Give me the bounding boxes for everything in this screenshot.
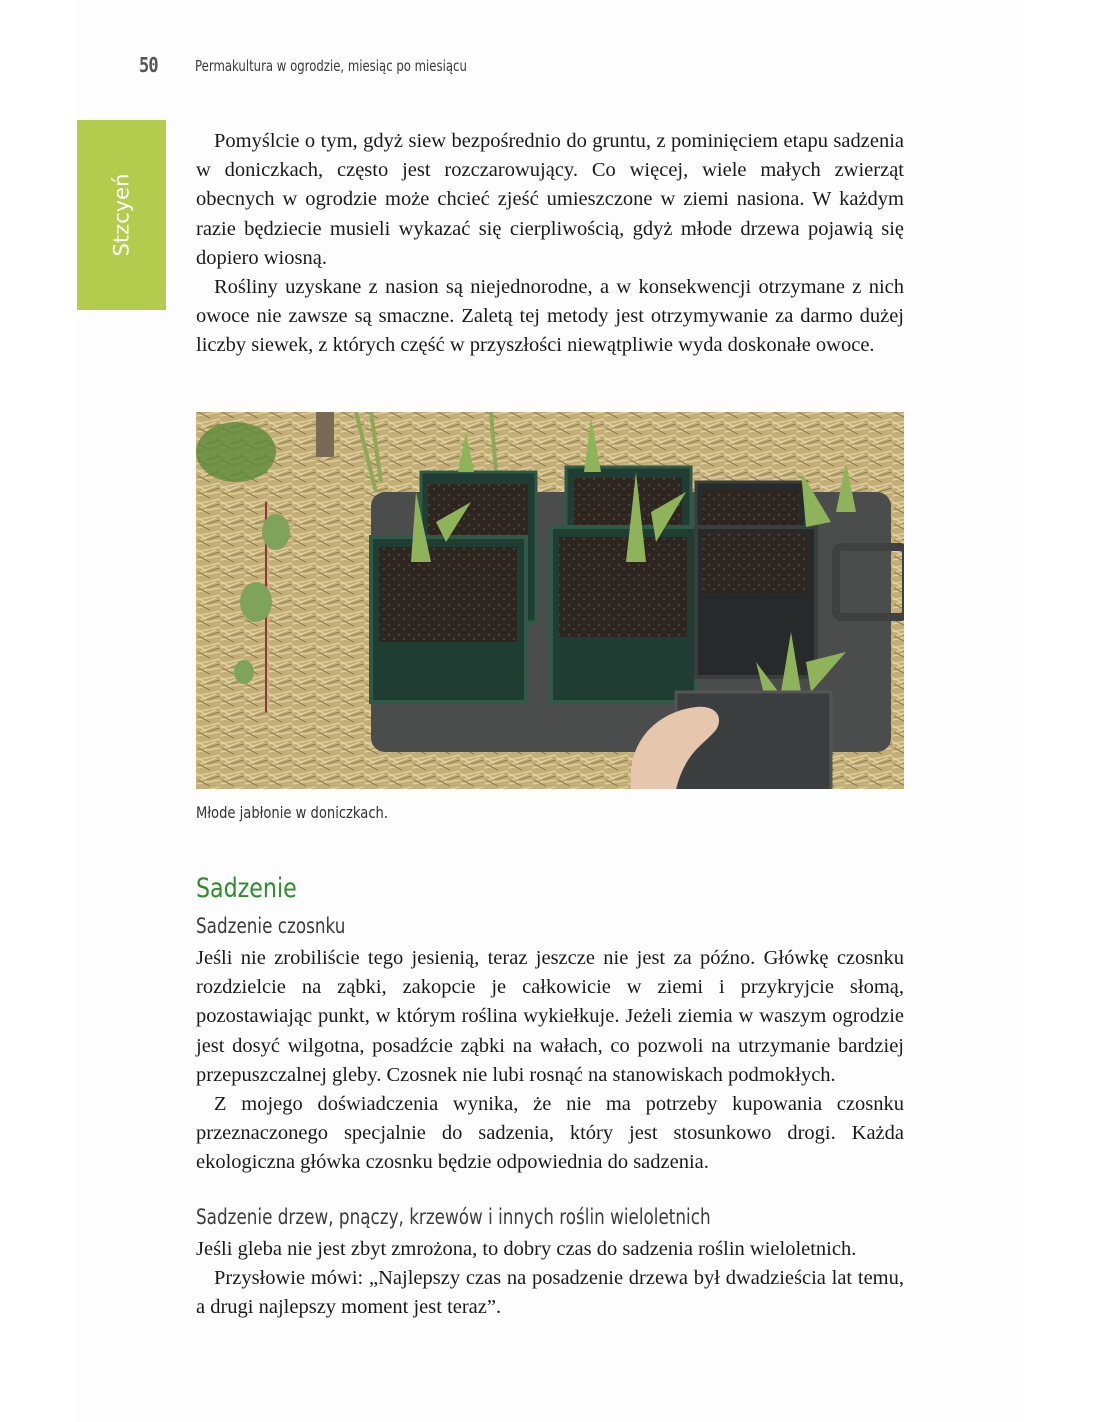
page-number: 50 [139,53,158,77]
book-page [77,0,1022,1422]
paragraph: Rośliny uzyskane z nasion są niejednorodne, a w konsekwencji otrzymane z nich owoce nie zawsze są smaczne. Zaletą tej metody jest otrzymywanie za darmo dużej liczby siewek, z których część w przyszłości niewątpliwie wyda doskonałe owoce. [196,276,904,357]
garlic-text [196,944,904,1178]
paragraph: Pomyślcie o tym, gdyż siew bezpośrednio do gruntu, z pominięciem etapu sadzenia w doniczkach, często jest rozczarowujący. Co więcej, wiele małych zwierząt obecnych w ogrodzie może chcieć zjeść umieszczone w ziemi nasiona. W każdym razie będziecie musieli wykazać się cierpliwością, gdyż młode drzewa pojawią się dopiero wiosną. [196,130,904,269]
paragraph: Przysłowie mówi: „Najlepszy czas na posadzenie drzewa był dwadzieścia lat temu, a drugi najlepszy moment jest teraz”. [196,1267,904,1319]
book-title: Permakultura w ogrodzie, miesiąc po miesiącu [195,57,467,75]
subheading: Sadzenie drzew, pnączy, krzewów i innych roślin wieloletnich [196,1205,711,1229]
section-heading: Sadzenie [196,873,297,904]
perennials-text [196,1235,904,1323]
photo-seedlings-in-pots [196,412,904,789]
photo-caption: Młode jabłonie w doniczkach. [196,803,389,822]
month-tab [77,120,166,310]
subheading: Sadzenie czosnku [196,914,346,938]
paragraph: Jeśli nie zrobiliście tego jesienią, teraz jeszcze nie jest za późno. Główkę czosnku rozdzielcie na ząbki, zakopcie je całkowicie w ziemi i przykryjcie słomą, pozostawiając punkt, w którym roślina wykiełkuje. Jeżeli ziemia w waszym ogrodzie jest dosyć wilgotna, posadźcie ząbki na wałach, co pozwoli na utrzymanie bardziej przepuszczalnej gleby. Czosnek nie lubi rosnąć na stanowiskach podmokłych. [196,947,904,1086]
paragraph: Z mojego doświadczenia wynika, że nie ma potrzeby kupowania czosnku przeznaczonego specjalnie do sadzenia, który jest stosunkowo drogi. Każda ekologiczna główka czosnku będzie odpowiednia do sadzenia. [196,1093,904,1174]
month-tab-label: Stzcyeń [109,173,134,257]
intro-text [196,127,904,361]
paragraph: Jeśli gleba nie jest zbyt zmrożona, to dobry czas do sadzenia roślin wieloletnich. [196,1238,857,1260]
seedlings-photo-illustration [196,412,904,789]
running-head [77,53,1022,83]
